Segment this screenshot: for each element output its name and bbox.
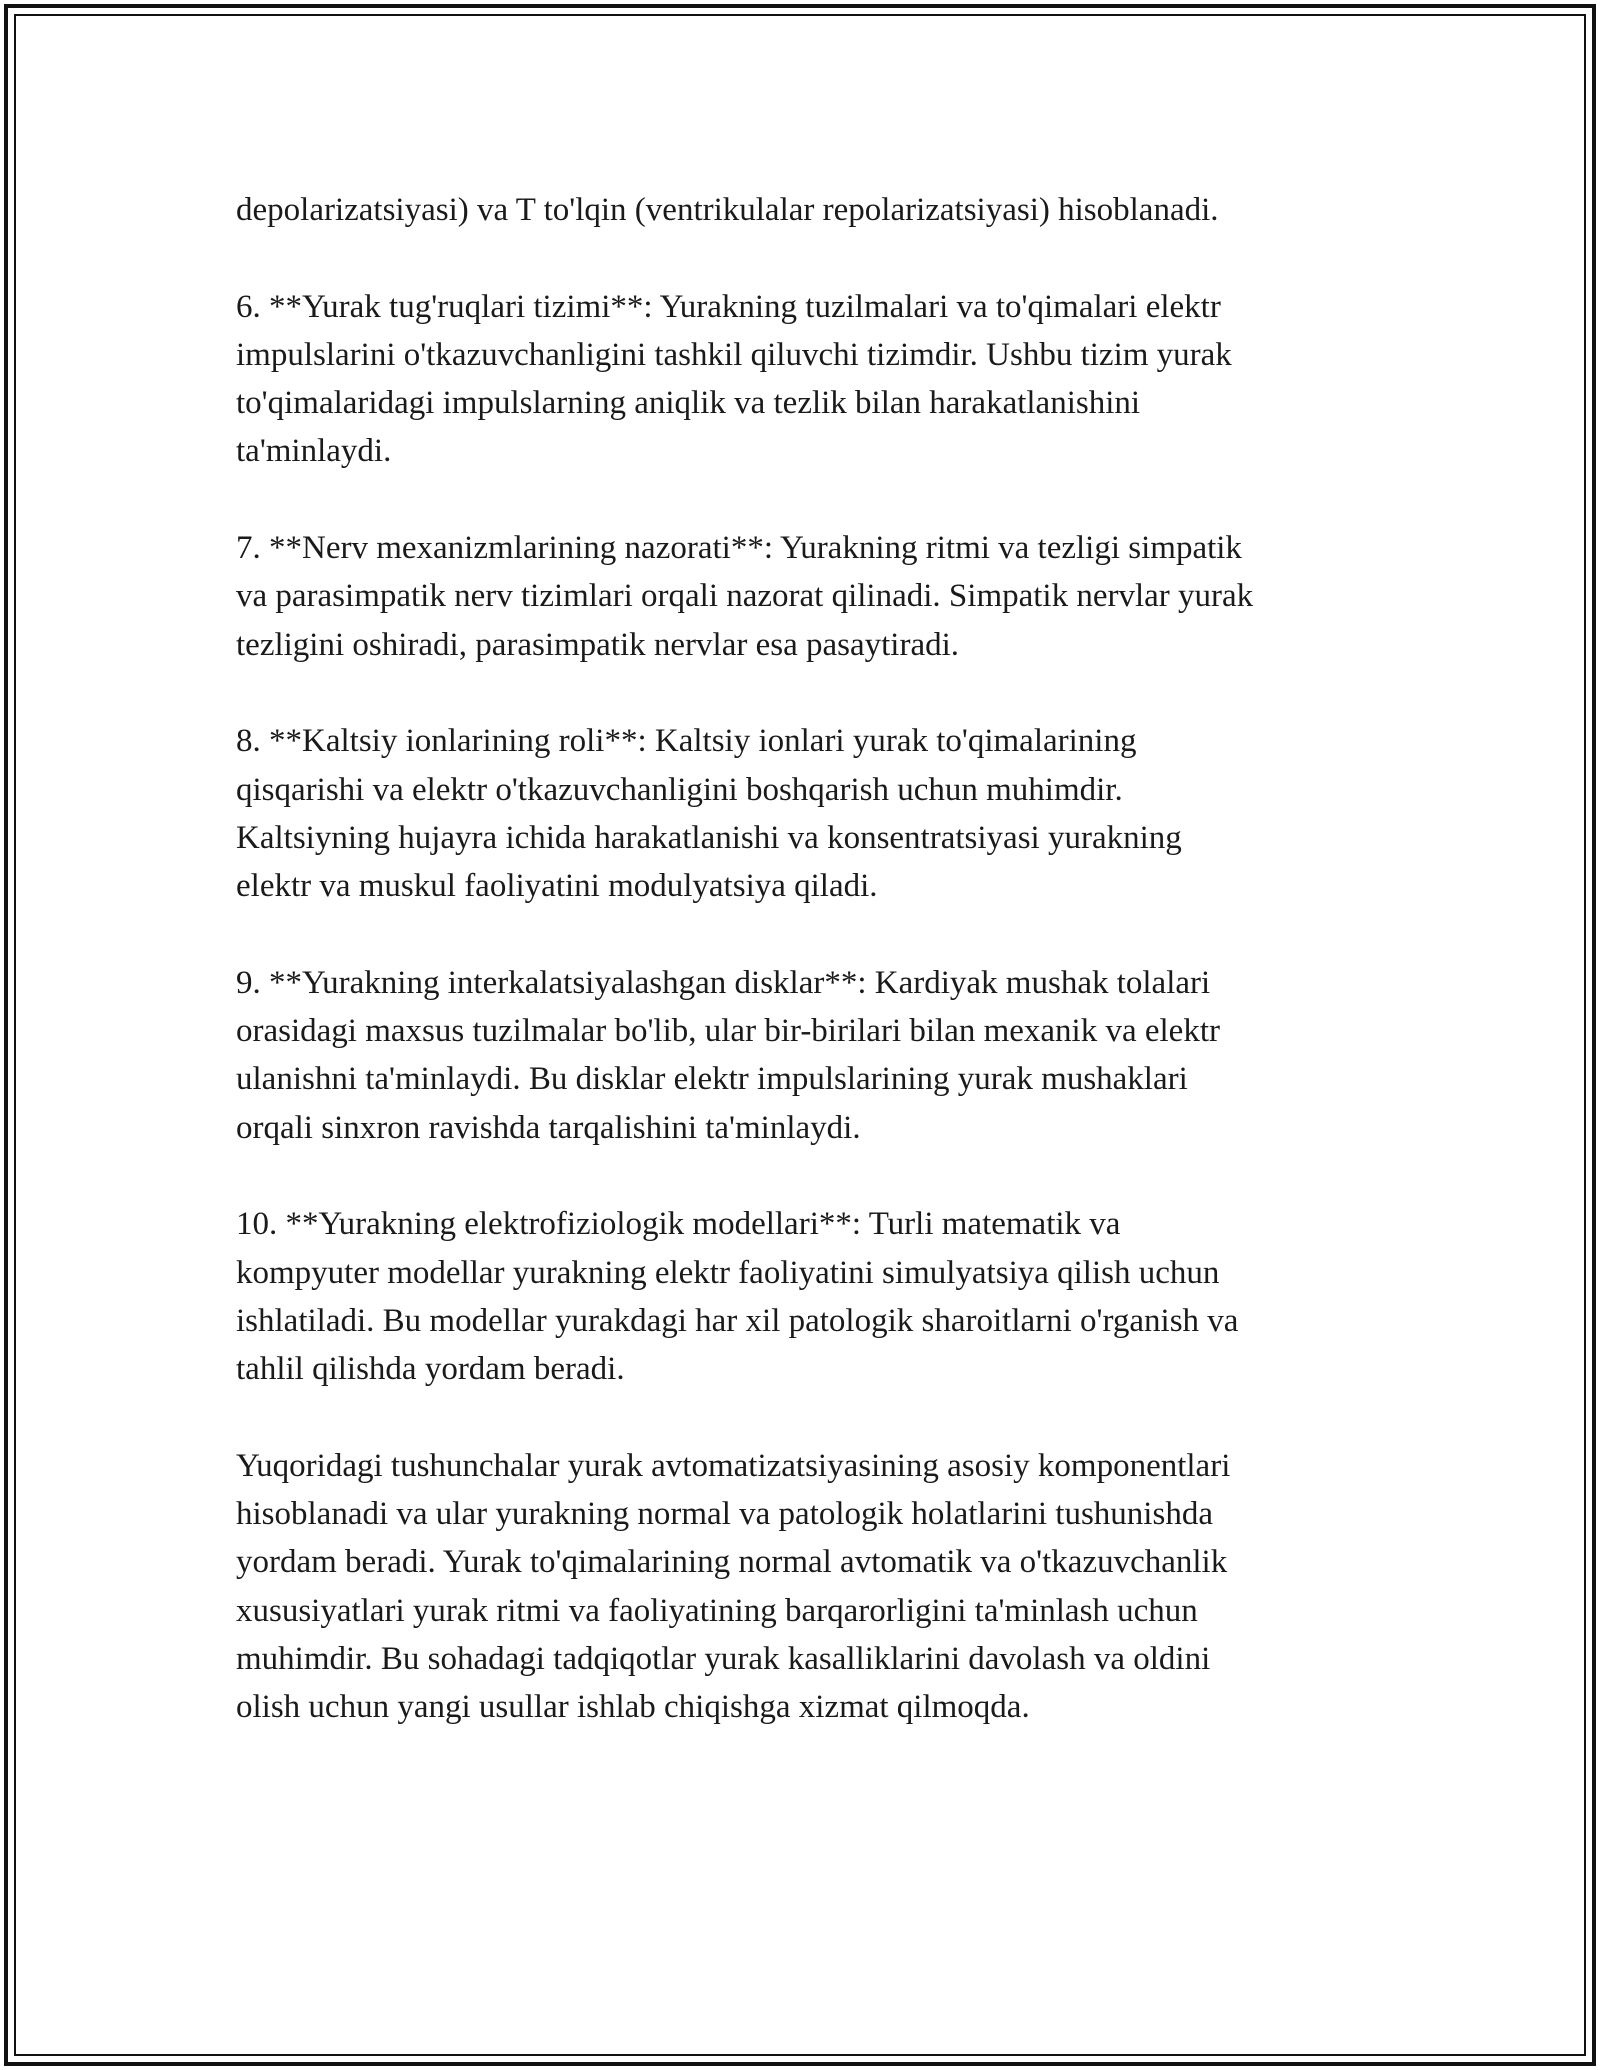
paragraph-item-8: 8. **Kaltsiy ionlarining roli**: Kaltsiy ionlari yurak to'qimalarining qisqarishi va elektr o'tkazuvchanligini boshqarish uchun muhimdir. Kaltsiyning hujayra ichida harakatlanishi va konsentratsiyasi yurakning elektr va muskul faoliyatini modulyatsiya qiladi.: [236, 723, 1182, 905]
document-body: [236, 186, 1386, 1780]
paragraph-continuation: depolarizatsiyasi) va T to'lqin (ventrikulalar repolarizatsiyasi) hisoblanadi.: [236, 192, 1219, 228]
paragraph-item-7: 7. **Nerv mexanizmlarining nazorati**: Yurakning ritmi va tezligi simpatik va parasimpatik nerv tizimlari orqali nazorat qilinadi. Simpatik nervlar yurak tezligini oshiradi, parasimpatik nervlar esa pasaytiradi.: [236, 530, 1254, 663]
paragraph-item-6: 6. **Yurak tug'ruqlari tizimi**: Yurakning tuzilmalari va to'qimalari elektr impulslarini o'tkazuvchanligini tashkil qiluvchi tizimdir. Ushbu tizim yurak to'qimalaridagi impulslarning aniqlik va tezlik bilan harakatlanishini ta'minlaydi.: [236, 288, 1232, 470]
paragraph-item-9: 9. **Yurakning interkalatsiyalashgan disklar**: Kardiyak mushak tolalari orasidagi maxsus tuzilmalar bo'lib, ular bir-birilari bilan mexanik va elektr ulanishni ta'minlaydi. Bu disklar elektr impulslarining yurak mushaklari orqali sinxron ravishda tarqalishini ta'minlaydi.: [236, 964, 1220, 1146]
paragraph-conclusion: Yuqoridagi tushunchalar yurak avtomatizatsiyasining asosiy komponentlari hisoblanadi va ular yurakning normal va patologik holatlarini tushunishda yordam beradi. Yurak to'qimalarining normal avtomatik va o'tkazuvchanlik xususiyatlari yurak ritmi va faoliyatining barqarorligini ta'minlash uchun muhimdir. Bu sohadagi tadqiqotlar yurak kasalliklarini davolash va oldini olish uchun yangi usullar ishlab chiqishga xizmat qilmoqda.: [236, 1447, 1231, 1726]
paragraph-item-10: 10. **Yurakning elektrofiziologik modellari**: Turli matematik va kompyuter modellar yurakning elektr faoliyatini simulyatsiya qilish uchun ishlatiladi. Bu modellar yurakdagi har xil patologik sharoitlarni o'rganish va tahlil qilishda yordam beradi.: [236, 1206, 1239, 1388]
